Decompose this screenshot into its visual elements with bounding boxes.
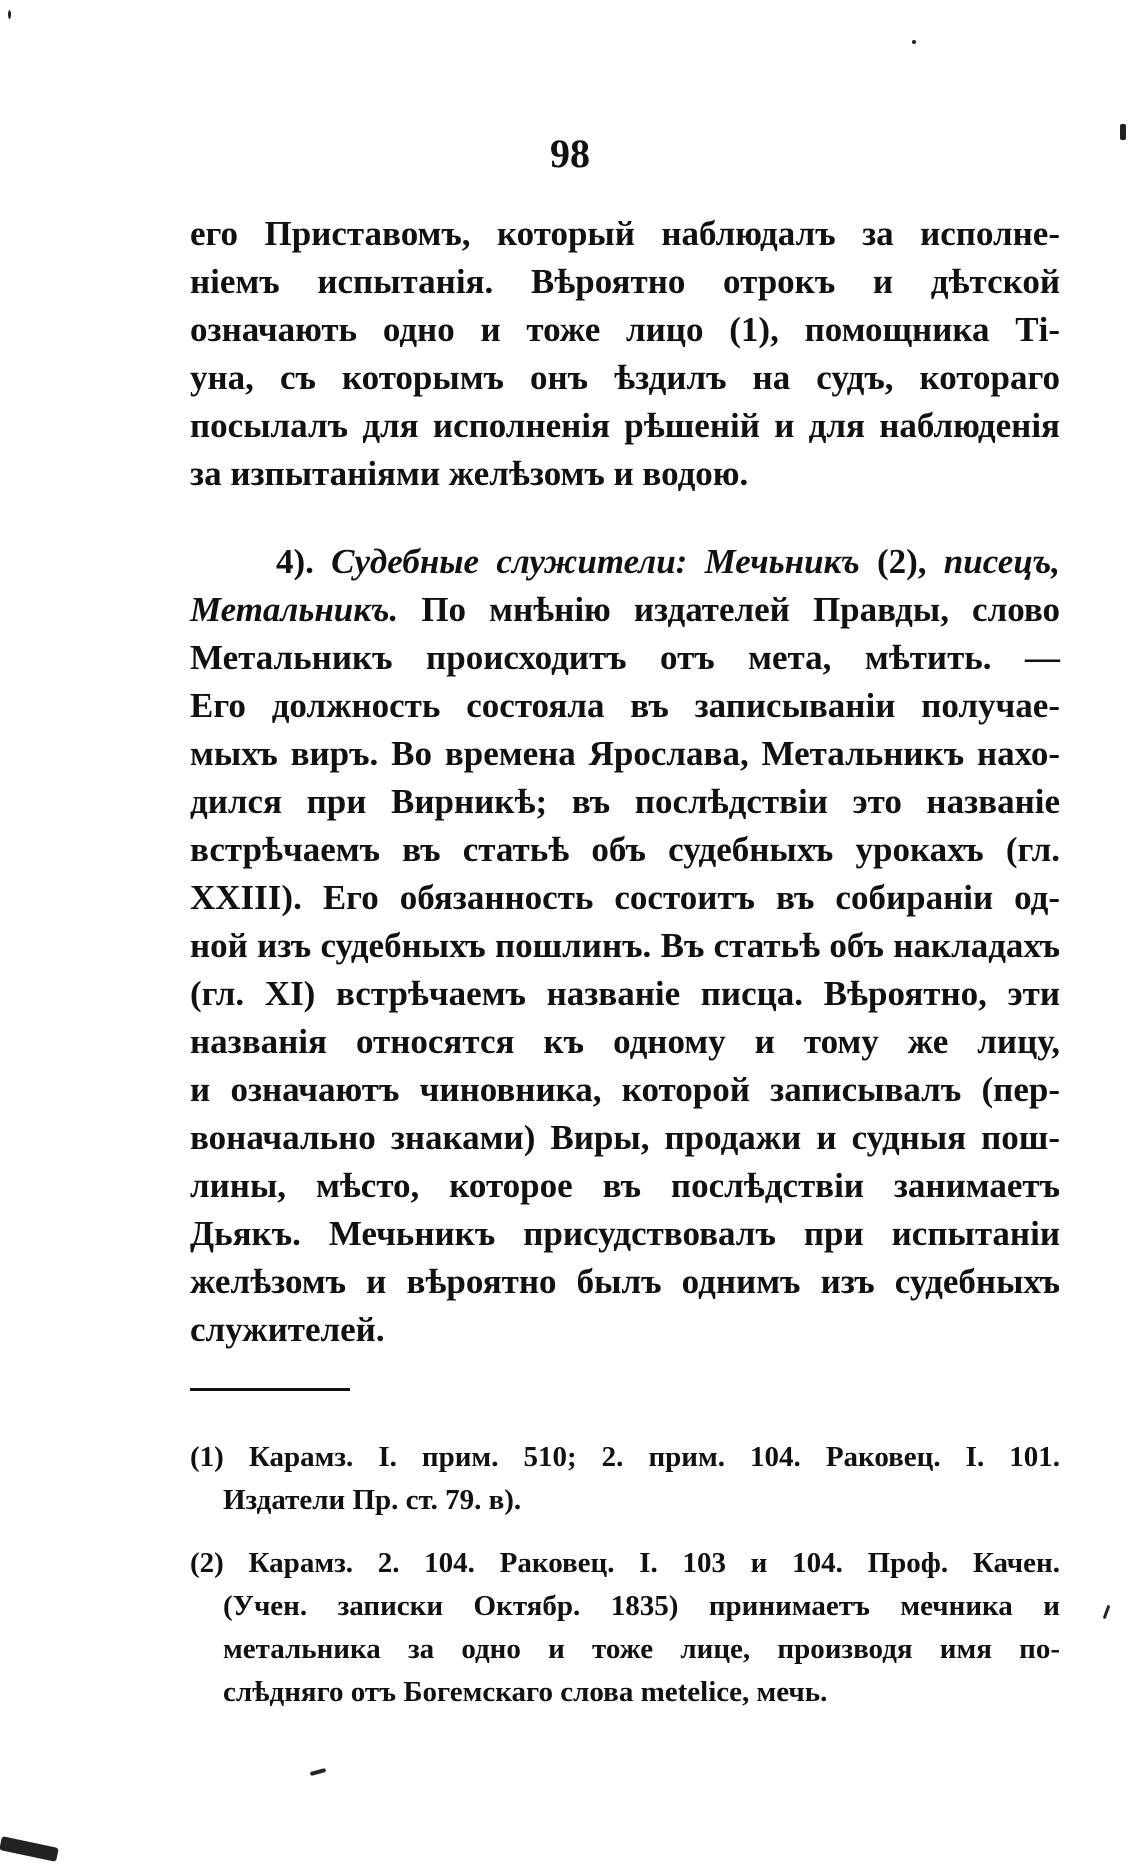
text-line: посылалъ для исполненія рѣшеній и для наблюденія: [190, 406, 1060, 445]
scan-speck: [310, 1768, 326, 1776]
footnote-divider: [190, 1388, 350, 1391]
footnote-line: метальника за одно и тоже лице, производя имя по-: [223, 1633, 1060, 1665]
scan-speck: [1120, 124, 1126, 140]
footnote-line: (1) Карамз. I. прим. 510; 2. прим. 104. Раковец. I. 101.: [190, 1441, 1060, 1473]
section-number: 4).: [276, 542, 314, 581]
scan-speck: [8, 10, 11, 19]
scan-speck: [1103, 1605, 1111, 1619]
footnote-line: Издатели Пр. ст. 79. в).: [223, 1484, 522, 1516]
footnotes: [190, 1436, 1060, 1734]
scan-speck: [912, 40, 916, 44]
paragraph-2: [190, 538, 1060, 1354]
term-metalnik: Метальникъ.: [190, 590, 399, 629]
page-number: 98: [550, 131, 590, 176]
text-line: воначально знаками) Виры, продажи и судныя пош-: [190, 1118, 1060, 1157]
footnote-2: [190, 1542, 1060, 1714]
text-line: служителей.: [190, 1310, 385, 1349]
text-line: лины, мѣсто, которое въ послѣдствіи занимаетъ: [190, 1166, 1060, 1205]
scan-speck: [0, 1836, 59, 1862]
main-text: [190, 210, 1060, 1354]
text-line: встрѣчаемъ въ статьѣ объ судебныхъ урокахъ (гл.: [190, 830, 1060, 869]
paragraph-gap: [190, 498, 1060, 538]
paragraph-2-second-line: [190, 586, 1060, 634]
text-line: его Приставомъ, который наблюдалъ за исполне-: [190, 214, 1060, 253]
footnote-line: слѣдняго отъ Богемскаго слова metelice, мечь.: [223, 1676, 828, 1708]
text-line: ной изъ судебныхъ пошлинъ. Въ статьѣ объ накладахъ: [190, 926, 1060, 965]
text-line: и означаютъ чиновника, которой записывалъ (пер-: [190, 1070, 1060, 1109]
text-line: Метальникъ происходитъ отъ мета, мѣтить. —: [190, 638, 1060, 677]
text-line: означають одно и тоже лицо (1), помощника Ті-: [190, 310, 1060, 349]
paragraph-1: [190, 210, 1060, 498]
text-line: за изпытаніями желѣзомъ и водою.: [190, 454, 749, 493]
term-pisets: писецъ,: [943, 542, 1060, 581]
footnote-ref-2: (2),: [876, 542, 927, 581]
section-heading: Судебные служители: Мечьникъ: [331, 542, 860, 581]
text-line: (гл. XI) встрѣчаемъ названіе писца. Вѣроятно, эти: [190, 974, 1060, 1013]
footnote-1: [190, 1436, 1060, 1522]
text-line: названія относятся къ одному и тому же лицу,: [190, 1022, 1060, 1061]
text-line: Дьякъ. Мечьникъ присудствовалъ при испытаніи: [190, 1214, 1060, 1253]
text-line: Его должность состояла въ записываніи получае-: [190, 686, 1060, 725]
text-line: желѣзомъ и вѣроятно былъ однимъ изъ судебныхъ: [190, 1262, 1060, 1301]
paragraph-2-first-line: [190, 538, 1060, 586]
text-line: дился при Вирникѣ; въ послѣдствіи это названіе: [190, 782, 1060, 821]
text-line: мыхъ виръ. Во времена Ярослава, Метальникъ нахо-: [190, 734, 1060, 773]
text-line: XXIII). Его обязанность состоитъ въ собираніи од-: [190, 878, 1060, 917]
text-line: ніемъ испытанія. Вѣроятно отрокъ и дѣтской: [190, 262, 1060, 301]
text-fragment: По мнѣнію издателей Правды, слово: [421, 590, 1061, 629]
footnote-line: (2) Карамз. 2. 104. Раковец. I. 103 и 104. Проф. Качен.: [190, 1547, 1060, 1579]
footnote-line: (Учен. записки Октябр. 1835) принимаетъ мечника и: [223, 1590, 1060, 1622]
text-line: уна, съ которымъ онъ ѣздилъ на судъ, котораго: [190, 358, 1060, 397]
